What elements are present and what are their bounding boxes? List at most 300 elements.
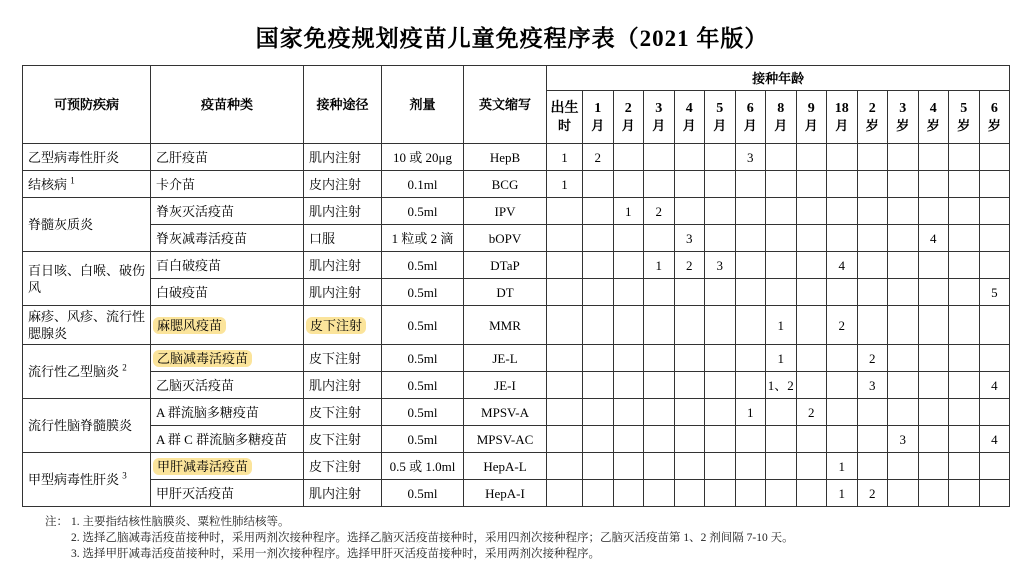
age-dose-cell: 1 [766,306,797,345]
age-dose-cell: 1 [827,480,858,507]
age-dose-cell [674,426,705,453]
age-dose-cell [979,306,1010,345]
age-column-header-6月 [735,91,766,144]
age-dose-cell [674,198,705,225]
route-cell [304,279,382,306]
age-dose-cell [583,480,614,507]
age-dose-cell: 3 [735,144,766,171]
age-dose-cell [674,306,705,345]
age-dose-cell [857,453,888,480]
age-dose-cell [547,453,583,480]
vaccine-name: 脊灰灭活疫苗 [156,203,235,219]
header-age-group: 接种年龄 [547,66,1010,91]
age-dose-cell [644,171,675,198]
route-cell [304,426,382,453]
age-dose-cell [735,345,766,372]
age-dose-cell [918,171,949,198]
age-dose-cell [583,372,614,399]
route-label: 皮内注射 [309,176,362,192]
vaccine-cell [151,372,304,399]
age-unit: 月 [743,118,757,133]
age-dose-cell [796,144,827,171]
age-dose-cell [827,198,858,225]
age-dose-cell [674,171,705,198]
age-dose-cell [674,480,705,507]
age-dose-cell [949,426,980,453]
age-dose-cell [583,426,614,453]
table-body [23,144,1010,507]
age-dose-cell [888,198,919,225]
age-dose-cell [644,306,675,345]
route-cell [304,144,382,171]
age-number: 8 [777,101,785,116]
age-dose-cell [644,225,675,252]
age-dose-cell: 1 [827,453,858,480]
age-unit: 时 [557,118,571,133]
age-dose-cell [796,171,827,198]
abbreviation-cell: JE-I [464,372,547,399]
immunization-schedule-table [22,65,1010,507]
age-dose-cell [583,345,614,372]
vaccine-name: 白破疫苗 [156,284,209,300]
age-dose-cell [705,225,736,252]
route-label: 肌内注射 [309,257,362,273]
age-column-header-1月 [583,91,614,144]
age-dose-cell [979,480,1010,507]
age-dose-cell [583,171,614,198]
age-dose-cell [613,171,644,198]
age-dose-cell [547,480,583,507]
vaccine-row-HepA-L [23,453,1010,480]
age-number: 5 [960,101,968,116]
age-column-header-6岁 [979,91,1010,144]
age-dose-cell [888,225,919,252]
age-dose-cell [613,372,644,399]
dose-cell: 0.5 或 1.0ml [382,453,464,480]
age-dose-cell [796,453,827,480]
header-row-top [23,66,1010,91]
header-dose: 剂量 [382,66,464,144]
vaccine-row-MPSV-A [23,399,1010,426]
age-dose-cell [888,144,919,171]
disease-name: 乙型病毒性肝炎 [28,149,120,165]
disease-footnote-ref: 2 [122,362,127,373]
age-dose-cell [796,225,827,252]
age-dose-cell [674,372,705,399]
age-dose-cell [613,480,644,507]
age-dose-cell [705,399,736,426]
route-label: 皮下注射 [309,458,362,474]
age-dose-cell [949,399,980,426]
age-dose-cell: 1 [613,198,644,225]
route-label: 皮下注射 [309,431,362,447]
route-cell [304,345,382,372]
age-dose-cell [979,399,1010,426]
age-column-header-3岁 [888,91,919,144]
age-dose-cell [796,306,827,345]
age-dose-cell [949,306,980,345]
vaccine-name: A 群流脑多糖疫苗 [156,404,259,420]
dose-cell: 0.5ml [382,279,464,306]
route-label: 肌内注射 [309,284,362,300]
age-dose-cell [796,279,827,306]
dose-cell: 1 粒或 2 滴 [382,225,464,252]
vaccine-cell [151,171,304,198]
vaccine-cell [151,399,304,426]
age-dose-cell [547,372,583,399]
route-label: 皮下注射 [309,404,362,420]
age-column-header-8月 [766,91,797,144]
route-label: 口服 [309,230,336,246]
age-dose-cell [644,399,675,426]
age-dose-cell [857,252,888,279]
age-dose-cell [735,279,766,306]
notes-items [71,514,794,562]
dose-cell: 0.5ml [382,198,464,225]
age-dose-cell [827,225,858,252]
abbreviation-cell: MPSV-AC [464,426,547,453]
dose-cell: 0.5ml [382,252,464,279]
age-dose-cell [547,279,583,306]
abbreviation-cell: HepA-L [464,453,547,480]
vaccine-name: 卡介苗 [156,176,196,192]
age-dose-cell: 2 [857,345,888,372]
page-title: 国家免疫规划疫苗儿童免疫程序表（2021 年版） [255,26,769,51]
vaccine-cell [151,225,304,252]
abbreviation-cell: bOPV [464,225,547,252]
age-dose-cell [857,225,888,252]
age-number: 9 [807,101,815,116]
age-number: 4 [929,101,937,116]
age-dose-cell [918,144,949,171]
age-dose-cell [644,144,675,171]
age-dose-cell [949,252,980,279]
age-number: 6 [990,101,998,116]
age-dose-cell [827,144,858,171]
age-dose-cell [766,144,797,171]
age-unit: 月 [774,118,788,133]
vaccine-cell [151,480,304,507]
disease-name: 流行性脑脊髓膜炎 [28,418,133,433]
age-dose-cell [857,399,888,426]
age-dose-cell [735,252,766,279]
age-dose-cell [949,345,980,372]
vaccine-name-highlighted: 甲肝减毒活疫苗 [153,458,252,475]
age-dose-cell [705,144,736,171]
route-label: 皮下注射 [309,350,362,366]
vaccine-row-JE-L [23,345,1010,372]
abbreviation-cell: HepB [464,144,547,171]
age-column-header-birth [547,91,583,144]
age-dose-cell [674,279,705,306]
age-unit: 月 [682,118,696,133]
age-dose-cell [766,480,797,507]
vaccine-name: 脊灰减毒活疫苗 [156,230,248,246]
age-dose-cell [888,306,919,345]
age-dose-cell [979,198,1010,225]
route-cell [304,372,382,399]
age-dose-cell [583,279,614,306]
age-dose-cell [705,279,736,306]
disease-cell [23,252,151,306]
age-unit: 月 [652,118,666,133]
age-dose-cell [547,198,583,225]
route-label: 肌内注射 [309,203,362,219]
age-dose-cell [583,198,614,225]
footnotes [45,514,1024,562]
dose-cell: 0.5ml [382,345,464,372]
age-column-header-3月 [644,91,675,144]
vaccine-name: 百白破疫苗 [156,257,222,273]
age-dose-cell: 4 [979,372,1010,399]
age-dose-cell [705,426,736,453]
vaccine-cell [151,345,304,372]
age-dose-cell [949,279,980,306]
age-dose-cell [735,171,766,198]
vaccine-row-BCG [23,171,1010,198]
age-dose-cell [857,198,888,225]
disease-cell [23,198,151,252]
route-cell [304,480,382,507]
table-header [23,66,1010,144]
age-dose-cell [796,198,827,225]
disease-name: 流行性乙型脑炎 [28,364,120,379]
age-dose-cell: 2 [644,198,675,225]
age-number: 2 [624,101,632,116]
age-dose-cell [735,225,766,252]
age-dose-cell [705,171,736,198]
vaccine-name: A 群 C 群流脑多糖疫苗 [156,431,288,447]
route-cell [304,225,382,252]
age-unit: 岁 [896,118,910,133]
age-dose-cell: 3 [888,426,919,453]
age-dose-cell [547,345,583,372]
disease-cell [23,171,151,198]
disease-cell [23,144,151,171]
age-dose-cell [949,372,980,399]
vaccine-name: 乙肝疫苗 [156,149,209,165]
age-dose-cell [979,144,1010,171]
age-dose-cell [674,399,705,426]
age-unit: 岁 [865,118,879,133]
age-dose-cell [827,345,858,372]
age-dose-cell [705,480,736,507]
age-unit: 岁 [926,118,940,133]
age-dose-cell [949,480,980,507]
vaccine-row-HepA-I [23,480,1010,507]
age-number: 2 [868,101,876,116]
age-dose-cell [705,198,736,225]
age-dose-cell: 3 [857,372,888,399]
age-number: 3 [655,101,663,116]
age-dose-cell [766,279,797,306]
vaccine-row-bOPV [23,225,1010,252]
age-dose-cell [705,345,736,372]
age-dose-cell [644,480,675,507]
age-dose-cell [918,399,949,426]
age-column-header-5月 [705,91,736,144]
age-dose-cell [979,345,1010,372]
age-dose-cell [547,306,583,345]
age-dose-cell: 1 [735,399,766,426]
age-dose-cell [888,252,919,279]
dose-cell: 0.5ml [382,306,464,345]
vaccine-name: 乙脑灭活疫苗 [156,377,235,393]
age-dose-cell [918,306,949,345]
age-unit: 岁 [957,118,971,133]
age-dose-cell [918,345,949,372]
age-dose-cell: 1 [644,252,675,279]
age-dose-cell [613,453,644,480]
age-dose-cell [979,453,1010,480]
age-unit: 月 [835,118,849,133]
age-dose-cell [766,426,797,453]
age-dose-cell [796,372,827,399]
age-dose-cell [827,279,858,306]
vaccine-row-MMR [23,306,1010,345]
vaccine-cell [151,198,304,225]
age-dose-cell: 2 [827,306,858,345]
age-dose-cell [766,171,797,198]
dose-cell: 0.5ml [382,480,464,507]
age-dose-cell: 1 [547,144,583,171]
age-dose-cell [888,279,919,306]
age-dose-cell [949,198,980,225]
age-dose-cell [705,453,736,480]
age-dose-cell [918,252,949,279]
vaccine-cell [151,453,304,480]
age-dose-cell [547,252,583,279]
abbreviation-cell: MPSV-A [464,399,547,426]
age-number: 18 [834,101,849,116]
age-number: 3 [899,101,907,116]
age-number: 5 [716,101,724,116]
age-dose-cell [857,279,888,306]
route-cell [304,198,382,225]
age-dose-cell [918,198,949,225]
route-label-highlighted: 皮下注射 [306,317,366,334]
age-dose-cell [735,426,766,453]
age-dose-cell [735,453,766,480]
age-dose-cell: 3 [674,225,705,252]
age-dose-cell [857,171,888,198]
route-label: 肌内注射 [309,485,362,501]
header-route: 接种途径 [304,66,382,144]
abbreviation-cell: HepA-I [464,480,547,507]
age-unit: 月 [713,118,727,133]
age-dose-cell [827,372,858,399]
age-dose-cell [918,279,949,306]
age-dose-cell [918,480,949,507]
dose-cell: 0.5ml [382,372,464,399]
age-dose-cell [674,144,705,171]
age-dose-cell [583,453,614,480]
route-cell [304,171,382,198]
age-column-header-18月 [827,91,858,144]
age-dose-cell [796,426,827,453]
age-dose-cell [979,171,1010,198]
age-dose-cell [613,252,644,279]
age-unit: 岁 [987,118,1001,133]
age-dose-cell [735,372,766,399]
age-dose-cell [827,426,858,453]
age-dose-cell [547,426,583,453]
age-dose-cell [766,453,797,480]
age-dose-cell [949,144,980,171]
vaccine-row-DT [23,279,1010,306]
age-dose-cell [674,345,705,372]
age-dose-cell [547,399,583,426]
notes-label: 注： [45,516,68,528]
abbreviation-cell: DT [464,279,547,306]
age-dose-cell [674,453,705,480]
disease-footnote-ref: 3 [122,470,127,481]
disease-cell [23,453,151,507]
age-dose-cell [888,480,919,507]
age-dose-cell: 2 [796,399,827,426]
age-dose-cell [613,225,644,252]
age-column-header-9月 [796,91,827,144]
age-dose-cell [796,252,827,279]
age-column-header-4岁 [918,91,949,144]
abbreviation-cell: MMR [464,306,547,345]
route-cell [304,399,382,426]
age-dose-cell [888,453,919,480]
route-cell [304,306,382,345]
dose-cell: 0.5ml [382,399,464,426]
abbreviation-cell: BCG [464,171,547,198]
age-dose-cell: 2 [857,480,888,507]
age-dose-cell [949,453,980,480]
age-column-header-5岁 [949,91,980,144]
age-dose-cell [547,225,583,252]
age-unit: 月 [621,118,635,133]
disease-cell [23,399,151,453]
age-dose-cell [857,306,888,345]
age-dose-cell [888,372,919,399]
age-dose-cell: 2 [583,144,614,171]
disease-name: 脊髓灰质炎 [28,217,94,232]
age-dose-cell [583,306,614,345]
age-dose-cell [949,225,980,252]
vaccine-row-IPV [23,198,1010,225]
age-dose-cell [705,372,736,399]
route-label: 肌内注射 [309,149,362,165]
vaccine-row-MPSV-AC [23,426,1010,453]
abbreviation-cell: IPV [464,198,547,225]
age-number: 1 [594,101,602,116]
age-dose-cell [644,279,675,306]
dose-cell: 0.5ml [382,426,464,453]
age-unit: 月 [591,118,605,133]
header-disease: 可预防疾病 [23,66,151,144]
age-dose-cell [857,144,888,171]
note-item: 2. 选择乙脑减毒活疫苗接种时，采用两剂次接种程序。选择乙脑灭活疫苗接种时，采用四剂次接种程序；乙脑灭活疫苗第 1、2 剂间隔 7-10 天。 [71,532,794,544]
vaccine-cell [151,279,304,306]
age-dose-cell [613,345,644,372]
route-cell [304,252,382,279]
age-dose-cell [644,426,675,453]
age-dose-cell [766,399,797,426]
vaccine-cell [151,306,304,345]
age-column-header-2岁 [857,91,888,144]
age-dose-cell [613,279,644,306]
age-dose-cell [613,399,644,426]
age-dose-cell [857,426,888,453]
age-dose-cell: 5 [979,279,1010,306]
age-dose-cell [613,144,644,171]
vaccine-row-JE-I [23,372,1010,399]
